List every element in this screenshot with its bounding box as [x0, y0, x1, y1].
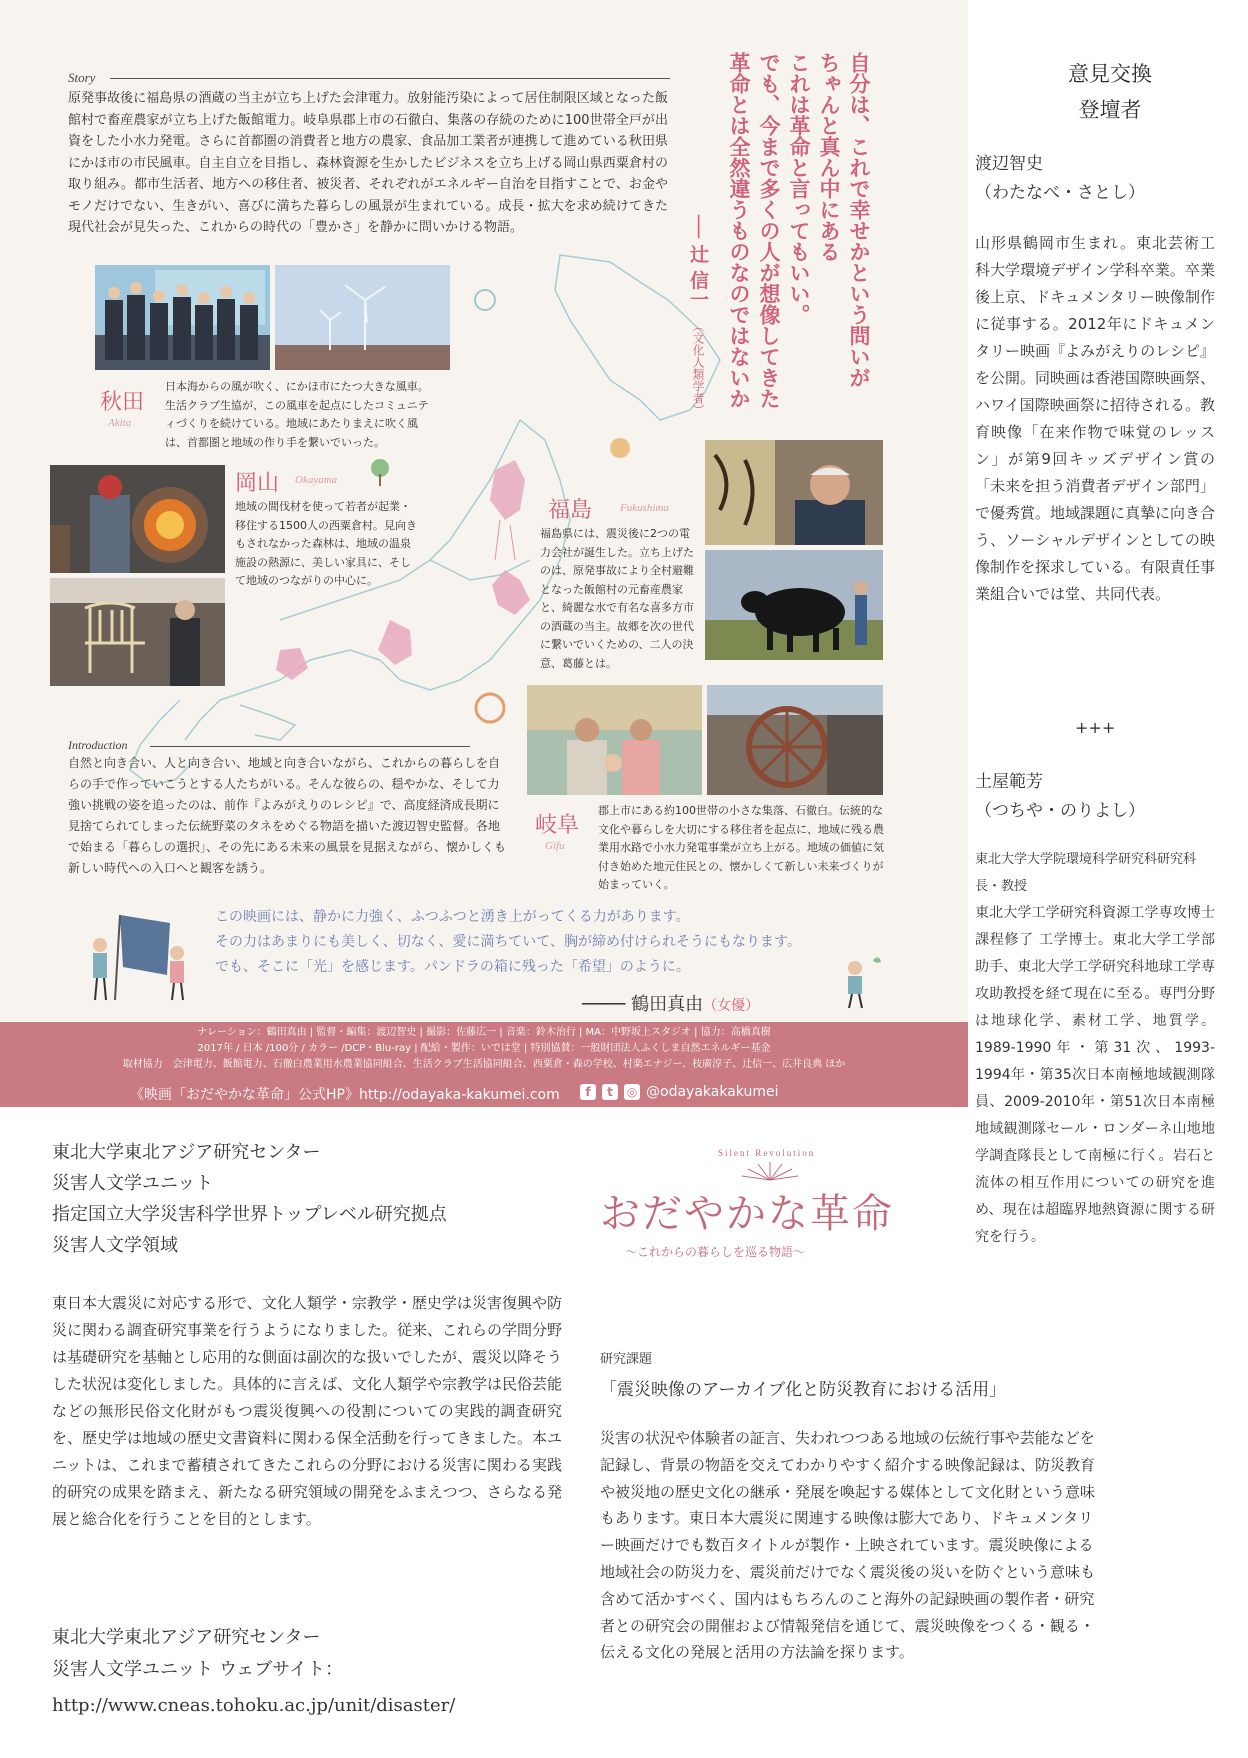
- org-name-block: [52, 1137, 447, 1261]
- story-rule: [110, 78, 670, 79]
- region-fukushima-roman: Fukushima: [620, 502, 669, 514]
- region-fukushima-text: 福島県には、震災後に2つの電力会社が誕生した。立ち上げたのは、原発事故により全村避難となった飯館村の元畜産農家と、綺麗な水で有名な喜多方市の酒蔵の当主。故郷を次の世代に繋いでいくための、二人の決意、葛藤とは。: [540, 527, 694, 670]
- speaker-2: [975, 768, 1215, 1251]
- speaker-2-reading: （つちや・のりよし）: [975, 801, 1145, 821]
- quote-line-5: 革命とは全然違うものなのではないか: [727, 52, 751, 409]
- actress-quote-line-2: その力はあまりにも美しく、切なく、愛に満ちていて、胸が締め付けられそうにもなります。: [215, 934, 801, 950]
- region-akita-name: 秋田: [100, 390, 145, 415]
- facebook-icon[interactable]: f: [580, 1084, 596, 1100]
- actress-quote-line-3: でも、そこに「光」を感じます。パンドラの箱に残った「希望」のように。: [215, 959, 690, 975]
- org-line-2: 災害人文学ユニット: [52, 1173, 214, 1194]
- speaker-2-affiliation: 東北大学大学院環境科学研究科研究科長・教授: [975, 852, 1197, 894]
- region-okayama-name: 岡山: [235, 471, 280, 496]
- tree-doodle-icon: [368, 458, 392, 486]
- fukushima-portrait-photo: [705, 440, 883, 545]
- gifu-waterwheel-photo: [707, 685, 883, 795]
- panel-title: [1010, 56, 1210, 128]
- okayama-furnace-photo: [50, 465, 225, 573]
- quote-line-4: でも、今まで多くの人が想像してきた: [757, 52, 781, 409]
- quote-author: ── 辻 信一: [687, 215, 709, 309]
- credits-band: [0, 1022, 968, 1107]
- region-akita-text: 日本海からの風が吹く、にかほ市にたつ大きな風車。生活クラブ生協が、この風車を起点にしたコミュニティづくりを続けている。地域にあたりまえに吹く風は、首都圏と地域の作り手を繋いでいった。: [165, 380, 429, 449]
- research-label: 研究課題: [600, 1352, 653, 1367]
- org-site-url[interactable]: http://www.cneas.tohoku.ac.jp/unit/disaster/: [52, 1695, 456, 1716]
- okayama-chair-workshop-photo: [50, 578, 225, 686]
- quote-line-1: 自分は、これで幸せかという問いが: [847, 52, 871, 388]
- quote-author-role: （文化人類学者）: [691, 320, 705, 416]
- org-line-3: 指定国立大学災害科学世界トップレベル研究拠点: [52, 1204, 447, 1225]
- logo-roman-title: Silent Revolution: [718, 1148, 816, 1158]
- gifu-family-photo: [527, 685, 702, 795]
- credit-line-2: 2017年 / 日本 /100分 / カラー /DCP・Blu-ray | 配給・製作：いでは堂 | 特別協賛：一般財団法人ふくしま自然エネルギー基金: [197, 1043, 771, 1054]
- research-title: 「震災映像のアーカイブ化と防災教育における活用」: [600, 1380, 1007, 1400]
- actress-quote-line-1: この映画には、静かに力強く、ふつふつと湧き上がってくる力があります。: [215, 909, 690, 925]
- people-flag-illustration: [75, 905, 195, 1005]
- quote-line-3: これは革命と言ってもいい。: [787, 52, 811, 325]
- fukushima-cattle-photo: [705, 550, 883, 660]
- logo-sunburst-icon: [730, 1158, 810, 1182]
- speaker-2-bio: 東北大学工学研究科資源工学専攻博士課程修了 工学博士。東北大学工学部助手、東北大学工学研究科地球工学専攻助教授を経て現在に至る。専門分野は地球化学、素材工学、地質学。1989-1990年・第31次、1993-1994年・第35次日本南極地域観測隊員、2009-2010年・第51次日本南極地域観測隊セール・ロンダーネ山地地学調査隊長として南極に行く。岩石と流体の相互作用についての研究を進め、現在は超臨界地熱資源に関する研究を行う。: [975, 905, 1215, 1245]
- region-gifu-text: 郡上市にある約100世帯の小さな集落、石徹白。伝統的な文化や暮らしを大切にする移住者を起点に、地域に残る農業用水路で小水力発電事業が立ち上がる。地域の価値に気付き始めた地元住民との、懐かしくて新しい未来づくりが始まっていく。: [598, 804, 884, 891]
- quote-line-2: ちゃんと真ん中にある: [817, 52, 841, 262]
- speaker-1-bio: 山形県鶴岡市生まれ。東北芸術工科大学環境デザイン学科卒業。卒業後上京、ドキュメンタリー映像制作に従事する。2012年にドキュメンタリー映画『よみがえりのレシピ』を公開。同映画は香港国際映画祭、ハワイ国際映画祭に招待される。教育映像「在来作物で味覚のレッスン」が第9回キッズデザイン賞の「未来を担う消費者デザイン部門」で優秀賞。地域課題に真摯に向き合う、ソーシャルデザインとしての映像制作を探求している。有限責任事業組合いでは堂、共同代表。: [975, 234, 1216, 603]
- actress-name: ──── 鶴田真由: [582, 994, 704, 1015]
- logo-subtitle: 〜これからの暮らしを巡る物語〜: [625, 1245, 806, 1259]
- org-description: 東日本大震災に対応する形で、文化人類学・宗教学・歴史学は災害復興や防災に関わる調査研究事業を行うようになりました。従来、これらの学問分野は基礎研究を基軸とし応用的な側面は副次的な扱いでしたが、震災以降そうした状況は変化しました。具体的に言えば、文化人類学や宗教学は民俗芸能などの無形民俗文化財がもつ震災復興への役割についての実践的調査研究を、歴史学は地域の歴史文書資料に関わる保全活動を行ってきました。本ユニットは、これまで蓄積されてきたこれらの分野における災害に関わる実践的研究の成果を踏まえ、新たなる研究領域の開発をふまえつつ、さらなる発展と総合化を行うことを目的とします。: [52, 1294, 563, 1528]
- region-gifu-roman: Gifu: [545, 840, 565, 852]
- org-site-heading: [52, 1622, 343, 1686]
- actress-signature: [582, 990, 759, 1016]
- intro-label: Introduction: [68, 738, 128, 752]
- org-site-line-2: 災害人文学ユニット ウェブサイト：: [52, 1659, 344, 1680]
- region-akita-roman: Akita: [108, 417, 132, 429]
- social-links: [580, 1084, 778, 1100]
- credit-line-1: ナレーション：鶴田真由 | 監督・編集：渡辺智史 | 撮影：佐藤広一 | 音楽：鈴木治行 | MA：中野坂上スタジオ | 協力：高橋真樹: [197, 1027, 771, 1038]
- speaker-separator: +++: [1075, 718, 1116, 737]
- instagram-icon[interactable]: ◎: [624, 1084, 640, 1100]
- actress-quote: [215, 905, 855, 980]
- panel-title-line-1: 意見交換: [1068, 62, 1152, 86]
- sun-doodle: [610, 438, 630, 458]
- story-text: 原発事故後に福島県の酒蔵の当主が立ち上げた会津電力。放射能汚染によって居住制限区域となった飯館村で畜産農家が立ち上げた飯館電力。岐阜県郡上市の石徹白、集落の存続のために100世帯全戸が出資をした小水力発電。さらに首都圏の消費者と地方の農家、食品加工業者が連携して進めている秋田県にかほ市の市民風車。自主自立を目指し、森林資源を生かしたビジネスを立ち上げる岡山県西粟倉村の取り組み。都市生活者、地方への移住者、被災者、それぞれがエネルギー自治を目指すことで、お金やモノだけでない、生きがい、喜びに満ちた暮らしの風景が生まれている。成長・拡大を求め続けてきた現代社会が見失った、これからの時代の「豊かさ」を静かに問いかける物語。: [68, 91, 668, 235]
- story-label: Story: [68, 70, 96, 85]
- speaker-1-reading: （わたなべ・さとし）: [975, 183, 1145, 203]
- intro-rule: [150, 746, 470, 747]
- logo-title: おだやかな革命: [600, 1191, 894, 1237]
- akita-wind-turbine-photo: [275, 265, 450, 370]
- speaker-1-name: 渡辺智史: [975, 154, 1043, 174]
- region-gifu-name: 岐阜: [535, 813, 580, 838]
- twitter-icon[interactable]: t: [602, 1084, 618, 1100]
- panel-title-line-2: 登壇者: [1078, 98, 1142, 122]
- social-handle[interactable]: @odayakakakumei: [646, 1084, 779, 1100]
- intro-text: 自然と向き合い、人と向き合い、地域と向き合いながら、これからの暮らしを自らの手で作っていこうとする人たちがいる。そんな彼らの、穏やかな、そして力強い挑戦の姿を追ったのは、前作『よみがえりのレシピ』で、高度経済成長期に見捨てられてしまった伝統野菜のタネをめぐる物語を描いた渡辺智史監督。各地で始まる「暮らしの選択」、その先にある未来の風景を見据えながら、懐かしくも新しい時代への入口へと観客を誘う。: [68, 756, 507, 875]
- region-okayama-text: 地域の間伐材を使って若者が起業・移住する1500人の西粟倉村。見向きもされなかった森林は、地域の温泉施設の熱源に、美しい家具に、そして地域のつながりの中心に。: [235, 500, 417, 587]
- org-line-1: 東北大学東北アジア研究センター: [52, 1142, 321, 1163]
- credit-line-3: 取材協力 会津電力、飯館電力、石徹白農業用水農業協同組合、生活クラブ生活協同組合、西粟倉・森の学校、村楽エナジー、枝廣淳子、辻信一、広井良典 ほか: [122, 1059, 846, 1070]
- speaker-1: [975, 150, 1215, 608]
- movie-flyer: [0, 0, 968, 1107]
- speaker-2-name: 土屋範芳: [975, 772, 1043, 792]
- wheel-doodle: [476, 694, 504, 722]
- region-fukushima-name: 福島: [548, 498, 593, 523]
- org-site-line-1: 東北大学東北アジア研究センター: [52, 1627, 321, 1648]
- research-text: 災害の状況や体験者の証言、失われつつある地域の伝統行事や芸能などを記録し、背景の物語を交えてわかりやすく紹介する映像記録は、防災教育や被災地の歴史文化の継承・発展を喚起する媒体として文化財という意味もあります。東日本大震災に関連する映像は膨大であり、ドキュメンタリー映画だけでも数百タイトルが製作・上映されています。震災映像による地域社会の防災力を、震災前だけでなく震災後の災いを防ぐという意味も含めて活かすべく、国内はもちろんのこと海外の記録映画の製作者・研究者との研究会の開催および情報発信を通じて、震災映像をつくる・観る・伝える文化の発展と活用の方法論を探ります。: [600, 1429, 1096, 1662]
- actress-role: （女優）: [703, 998, 760, 1014]
- akita-group-photo: [95, 265, 270, 370]
- org-line-4: 災害人文学領域: [52, 1235, 178, 1256]
- official-site-link[interactable]: 《映画「おだやかな革命」公式HP》http://odayaka-kakumei.com: [130, 1087, 560, 1103]
- region-okayama-roman: Okayama: [295, 474, 338, 486]
